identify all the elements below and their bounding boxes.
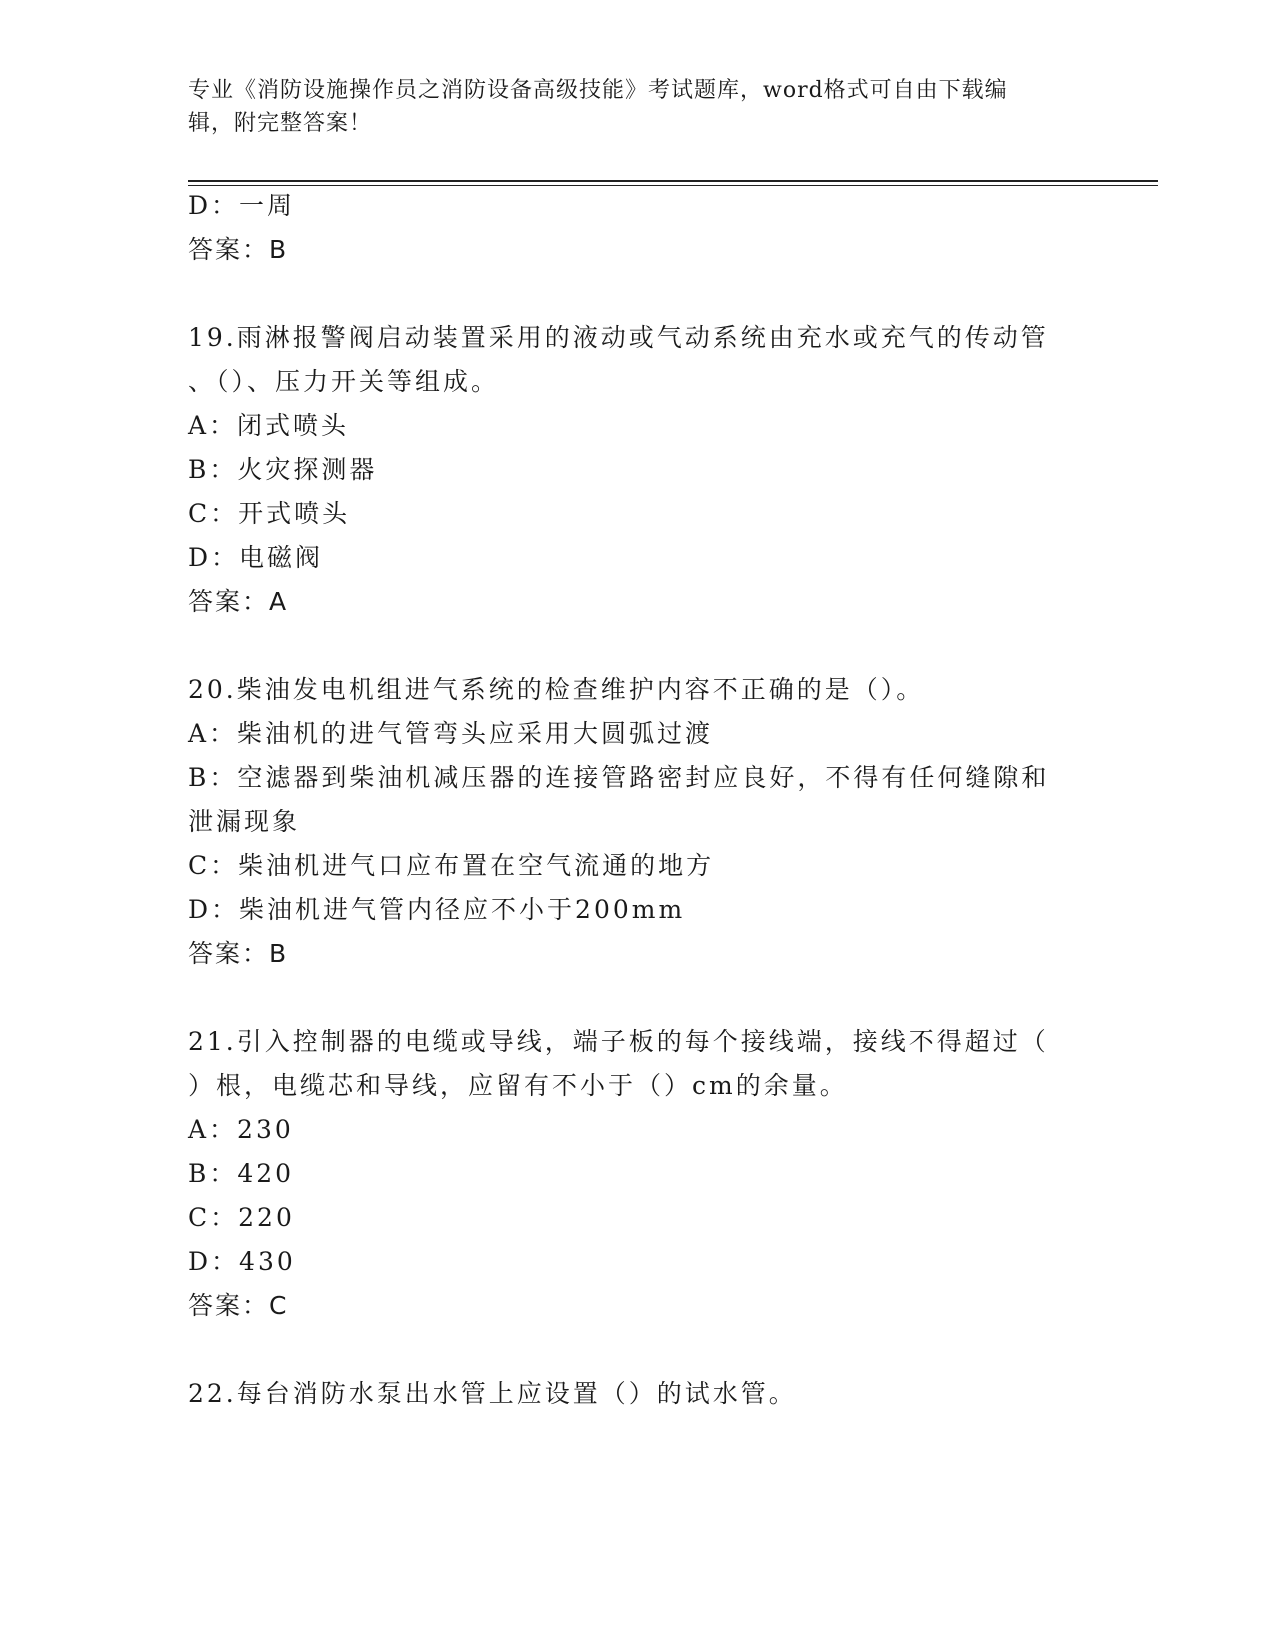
q21-answer: 答案：C [188, 1291, 289, 1320]
q22-stem-line-1: 22.每台消防水泵出水管上应设置（）的试水管。 [188, 1379, 797, 1408]
q20-option-d: D：柴油机进气管内径应不小于200mm [188, 895, 686, 924]
q21-option-d: D：430 [188, 1247, 296, 1276]
q19-option-d: D：电磁阀 [188, 543, 324, 572]
prev-option-d: D：一周 [188, 191, 296, 220]
prev-answer: 答案：B [188, 235, 289, 264]
header-line-1: 专业《消防设施操作员之消防设备高级技能》考试题库，word格式可自由下载编 [188, 78, 1008, 103]
q19-option-c: C：开式喷头 [188, 499, 351, 528]
header-divider-thick [188, 180, 1158, 182]
q21-option-c: C：220 [188, 1203, 295, 1232]
q21-option-b: B：420 [188, 1159, 295, 1188]
q21-stem-line-1: 21.引入控制器的电缆或导线，端子板的每个接线端，接线不得超过（ [188, 1027, 1049, 1056]
q20-option-b-line-1: B：空滤器到柴油机减压器的连接管路密封应良好，不得有任何缝隙和 [188, 763, 1050, 792]
q19-option-b: B：火灾探测器 [188, 455, 378, 484]
q20-option-c: C：柴油机进气口应布置在空气流通的地方 [188, 851, 715, 880]
q19-stem-line-1: 19.雨淋报警阀启动装置采用的液动或气动系统由充水或充气的传动管 [188, 323, 1049, 352]
q19-option-a: A：闭式喷头 [188, 411, 350, 440]
q19-answer: 答案：A [188, 587, 289, 616]
header-line-2: 辑，附完整答案！ [188, 111, 373, 136]
q20-option-a: A：柴油机的进气管弯头应采用大圆弧过渡 [188, 719, 714, 748]
q20-stem-line-1: 20.柴油发电机组进气系统的检查维护内容不正确的是（）。 [188, 675, 925, 704]
q19-stem-line-2: 、（）、压力开关等组成。 [188, 367, 500, 396]
q21-option-a: A：230 [188, 1115, 294, 1144]
header-divider-thin [188, 185, 1158, 186]
q21-stem-line-2: ）根，电缆芯和导线，应留有不小于（）cm的余量。 [188, 1071, 848, 1100]
q20-option-b-line-2: 泄漏现象 [188, 807, 301, 836]
q20-answer: 答案：B [188, 939, 289, 968]
header-text [188, 74, 1088, 140]
